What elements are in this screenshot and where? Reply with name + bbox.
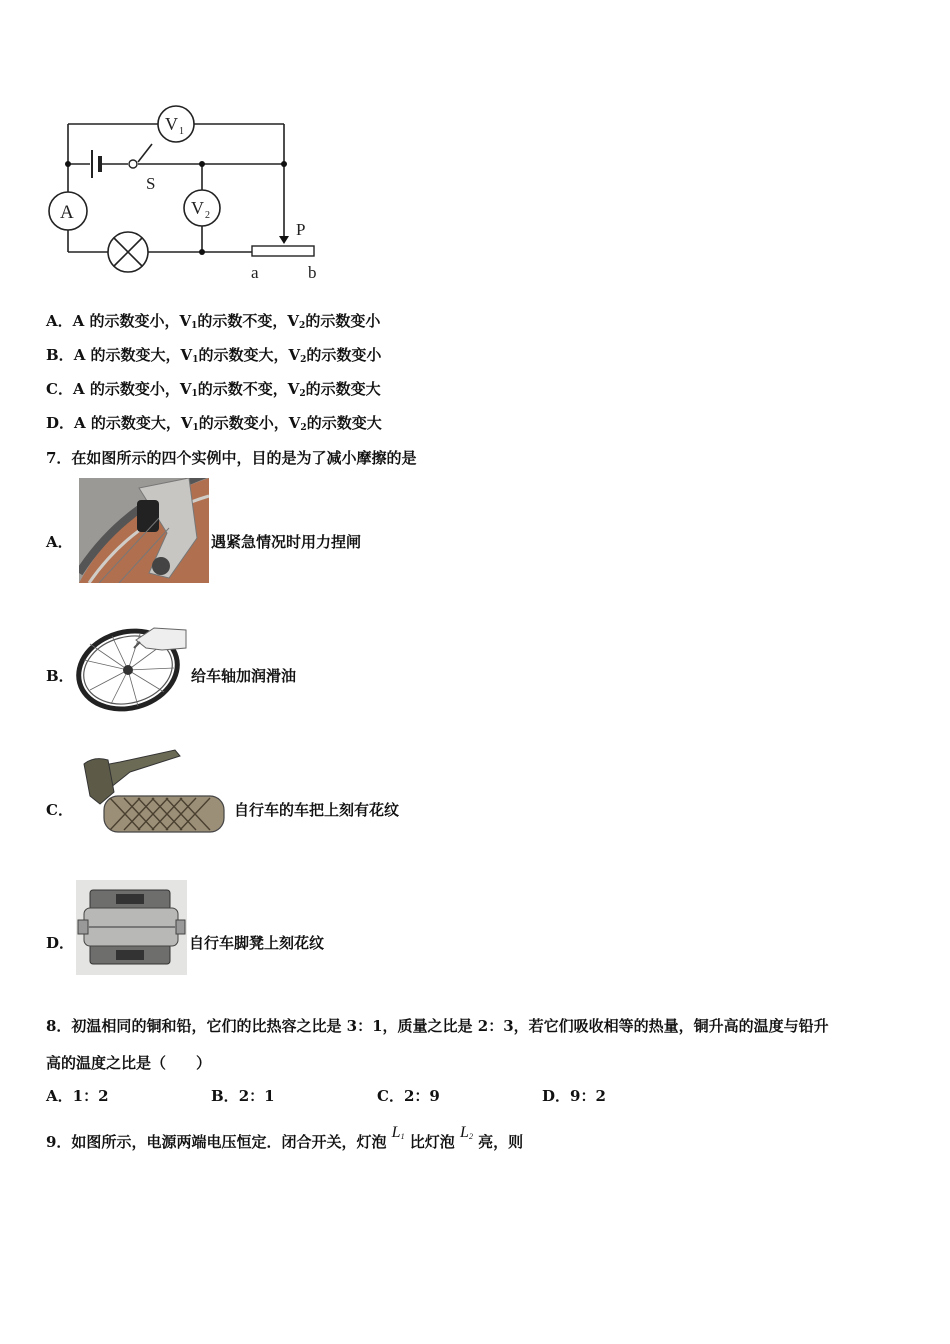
v1-label: V [165,114,178,134]
ammeter-label: A [60,202,74,223]
q7-option-b-letter: B． [46,667,74,685]
q9-stem: 9．如图所示，电源两端电压恒定．闭合开关，灯泡 $L_1$ 比灯泡 $L_2$ 亮，则 [46,1124,524,1151]
slider-arrow [279,236,289,244]
q7-option-c-letter: C． [46,801,73,819]
q8-stem-line1: 8．初温相同的铜和铅，它们的比热容之比是 3：1，质量之比是 2：3，若它们吸收相等的热量，铜升高的温度与铅升 [46,1017,829,1035]
switch-label: S [146,174,156,193]
l2-symbol: L [460,1124,469,1141]
q8-stem-line2: 高的温度之比是（ ） [46,1054,212,1072]
q6-option-c: C．A 的示数变小，$V_1$的示数不变，$V_2$的示数变大 [46,380,381,399]
lamp-icon [108,232,148,272]
q7-option-a-text: 遇紧急情况时用力捏闸 [211,533,362,551]
q8-option-c: C．2：9 [377,1087,440,1105]
q7-option-a-letter: A． [46,533,73,551]
v2-label: V [191,198,204,218]
q6-option-d: D．A 的示数变大，$V_1$的示数变小，$V_2$的示数变大 [46,414,382,433]
l1-symbol: L [391,1124,401,1141]
q8-option-b: B．2：1 [211,1087,275,1105]
q7-option-d-text: 自行车脚凳上刻花纹 [189,934,325,952]
end-b-label: b [308,263,317,282]
rheostat [252,246,314,256]
v2-subscript: 2 [205,210,210,221]
q6-option-b: B．A 的示数变大，$V_1$的示数变大，$V_2$的示数变小 [46,346,382,365]
q7-option-b-text: 给车轴加润滑油 [191,667,297,685]
end-a-label: a [251,263,259,282]
q8-option-a: A．1：2 [46,1087,109,1105]
q8-option-d: D．9：2 [542,1087,606,1105]
circuit-diagram [40,92,330,292]
q6-option-a: A．A 的示数变小，$V_1$的示数不变，$V_2$的示数变小 [46,312,381,331]
q7-option-c-text: 自行车的车把上刻有花纹 [234,801,400,819]
q7-stem: 7．在如图所示的四个实例中，目的是为了减小摩擦的是 [46,449,417,467]
switch-contact [129,160,137,168]
v1-subscript: 1 [179,126,184,137]
handlebar-photo [80,748,230,838]
wheel-oil-photo [76,620,188,712]
slider-label: P [296,220,306,239]
pedal-photo [76,880,187,975]
q7-option-d-letter: D． [46,934,75,952]
brake-photo [79,478,209,583]
